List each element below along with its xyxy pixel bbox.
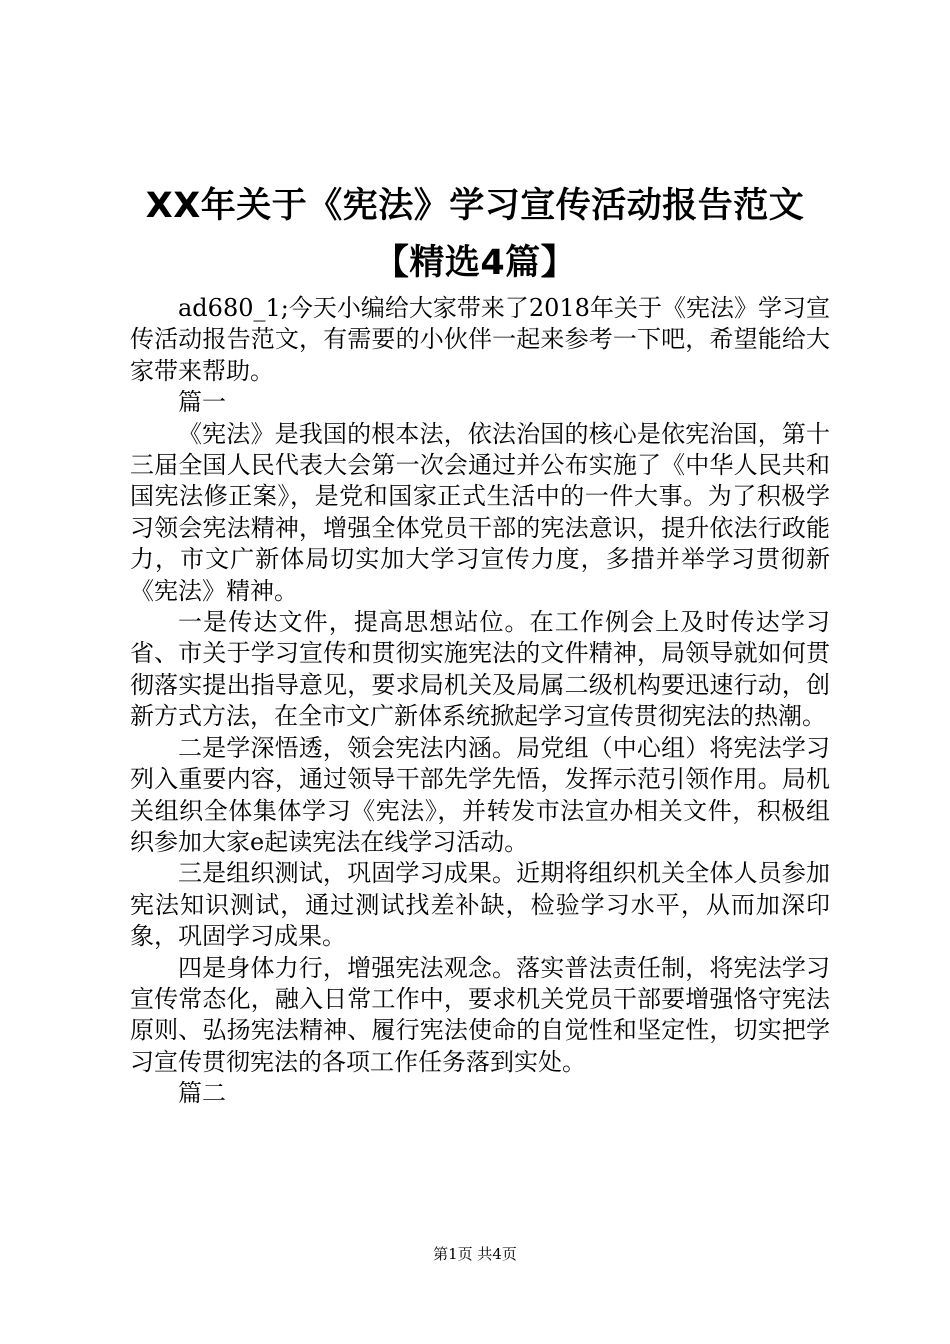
body-paragraph: 三是组织测试，巩固学习成果。近期将组织机关全体人员参加宪法知识测试，通过测试找差补缺，检验学习水平，从而加深印象，巩固学习成果。 bbox=[130, 859, 830, 951]
body-paragraph: 《宪法》是我国的根本法，依法治国的核心是依宪治国，第十三届全国人民代表大会第一次会通过并公布实施了《中华人民共和国宪法修正案》，是党和国家正式生活中的一件大事。为了积极学习领会宪法精神，增强全体党员干部的宪法意识，提升依法行政能力，市文广新体局切实加大学习宣传力度，多措并举学习贯彻新《宪法》精神。 bbox=[130, 419, 830, 605]
section-heading-2: 篇二 bbox=[178, 1079, 226, 1108]
body-paragraph: 一是传达文件，提高思想站位。在工作例会上及时传达学习省、市关于学习宣传和贯彻实施宪法的文件精神，局领导就如何贯彻落实提出指导意见，要求局机关及局属二级机构要迅速行动，创新方式方法，在全市文广新体系统掀起学习宣传贯彻宪法的热潮。 bbox=[130, 608, 830, 731]
title-line-2: 【精选4篇】 bbox=[373, 243, 577, 283]
page-footer: 第1页 共4页 bbox=[433, 1245, 517, 1263]
document-body bbox=[130, 293, 830, 1110]
body-paragraph: 二是学深悟透，领会宪法内涵。局党组（中心组）将宪法学习列入重要内容，通过领导干部先学先悟，发挥示范引领作用。局机关组织全体集体学习《宪法》，并转发市法宣办相关文件，积极组织参加大家e起读宪法在线学习活动。 bbox=[130, 733, 830, 856]
intro-paragraph: ad680_1;今天小编给大家带来了2018年关于《宪法》学习宣传活动报告范文，有需要的小伙伴一起来参考一下吧，希望能给大家带来帮助。 bbox=[130, 294, 830, 385]
body-paragraph: 四是身体力行，增强宪法观念。落实普法责任制，将宪法学习宣传常态化，融入日常工作中，要求机关党员干部要增强恪守宪法原则、弘扬宪法精神、履行宪法使命的自觉性和坚定性，切实把学习宣传贯彻宪法的各项工作任务落到实处。 bbox=[130, 953, 830, 1076]
section-heading-1: 篇一 bbox=[178, 388, 226, 417]
title-line-1: XX年关于《宪法》学习宣传活动报告范文 bbox=[145, 186, 805, 226]
document-title bbox=[0, 178, 950, 292]
